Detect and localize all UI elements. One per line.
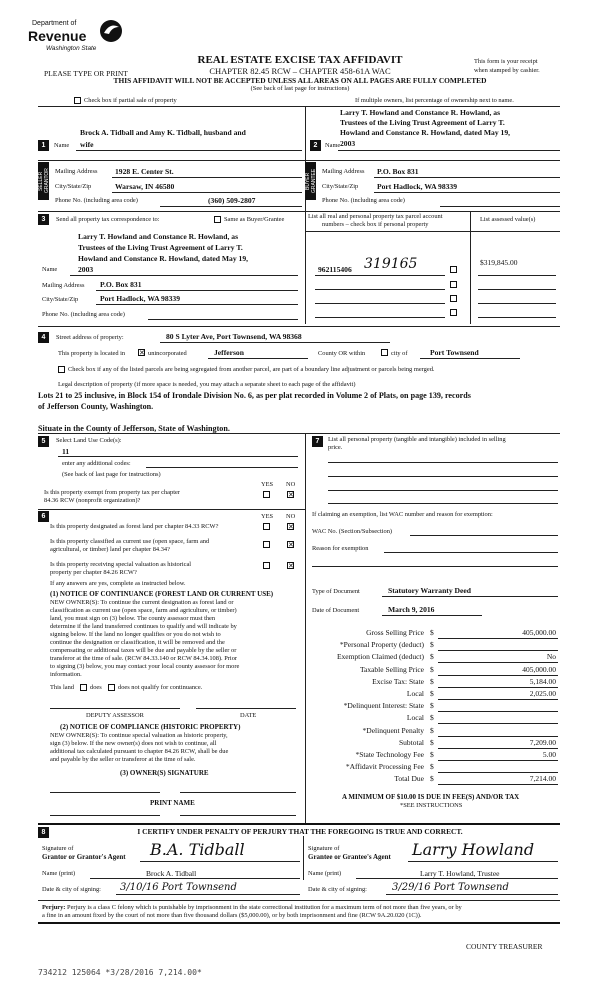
forest-yes-checkbox[interactable] [263,523,270,530]
parcel-3-checkbox[interactable] [450,295,457,302]
grantee-sig-of: Signature of [308,845,340,852]
notice2-title: (2) NOTICE OF COMPLIANCE (HISTORIC PROPERTY) [60,723,241,731]
doc-date-label: Date of Document [312,607,360,614]
perjury-text [42,904,562,912]
parcel-header-2: numbers – check box if personal property [322,221,429,228]
land-use-see-back: (See back of last page for instructions) [62,471,161,478]
corr-mailing-label: Mailing Address [42,282,85,289]
notice1-l9: to signing (3) below, you may contact your local county assessor for more [50,663,240,670]
legal-line2: of Jefferson County, Washington. [38,402,154,411]
receipt-note-1: This form is your receipt [474,58,538,65]
corr-name-line4: 2003 [78,265,94,274]
fee-label: *Delinquent Penalty [362,726,424,735]
buyer-mailing-label: Mailing Address [322,168,365,175]
section-7-marker: 7 [312,436,323,447]
notice1-l7: compensating or additional taxes will be due and payable by the seller or [50,647,237,654]
fee-label: Gross Selling Price [366,628,424,637]
perjury-text-2: a fine in an amount fixed by the court of not more than five thousand dollars ($5,000.00), or by both imprisonment and fine (RCW 9A.20.020 (1C)). [42,912,422,919]
land-use-yes: YES [261,481,274,488]
grantor-signature[interactable]: B.A. Tidball [150,840,245,859]
grantee-signature[interactable]: Larry Howland [412,840,535,859]
notice1-l3: land, you must sign on (3) below. The county assessor must then [50,615,216,622]
please-type: PLEASE TYPE OR PRINT [44,69,128,78]
current-use-no-checkbox[interactable]: ✕ [288,541,294,549]
reason-label: Reason for exemption [312,545,369,552]
does-not-checkbox[interactable] [108,684,115,691]
perjury-text-1: Perjury is a class C felony which is punishable by imprisonment in the state correctional institution for a maximum term of not more than five years, or by [65,904,462,911]
fee-currency: $ [430,762,434,771]
notice2-l1: NEW OWNER(S): To continue special valuation as historic property, [50,732,228,739]
notice2-l3: additional tax calculated pursuant to chapter 84.26 RCW, shall be due [50,748,229,755]
grantor-date-label: Date & city of signing: [42,886,101,893]
notice1-l2: classification as current use (open space, farm and agriculture, or timber) [50,607,237,614]
section-2-marker: 2 [310,140,321,151]
county-treasurer: COUNTY TREASURER [466,942,543,951]
section-4-marker: 4 [38,332,49,343]
fee-row [312,750,560,761]
minimum-note: A MINIMUM OF $10.00 IS DUE IN FEE(S) AND/OR TAX [342,793,520,801]
county-value[interactable]: Jefferson [214,348,244,357]
segregation-checkbox[interactable] [58,366,65,373]
logo-dept: Department of [32,20,77,27]
parcel-header-1: List all real and personal property tax parcel account [308,213,443,220]
fee-value[interactable]: No [546,652,556,661]
parcel-1-checkbox[interactable] [450,266,457,273]
fee-label: Subtotal [398,738,424,747]
buyer-name-line3: Howland and Constance R. Howland, dated May 19, [340,128,511,137]
fee-row [312,665,560,676]
parcel-2-checkbox[interactable] [450,281,457,288]
parcel-number[interactable]: 962115406 [318,265,352,274]
assessed-header: List assessed value(s) [480,216,536,223]
exempt-q2: 84.36 RCW (nonprofit organization)? [44,497,141,504]
corr-name-line3: Howland and Constance R. Howland, dated May 19, [78,254,249,263]
legal-label: Legal description of property (if more space is needed, you may attach a separate sheet to each page of the affidavit) [58,381,356,388]
deputy-label: DEPUTY ASSESSOR [86,712,144,719]
grantor-agent-label: Grantor or Grantor's Agent [42,853,126,861]
fee-row [312,689,560,700]
seller-phone[interactable]: (360) 509-2807 [208,196,256,205]
s6-yes: YES [261,513,274,520]
fee-currency: $ [430,652,434,661]
form-title: REAL ESTATE EXCISE TAX AFFIDAVIT [197,54,403,66]
buyer-city-label: City/State/Zip [322,183,359,190]
s6-q1: Is this property designated as forest land per chapter 84.33 RCW? [50,523,219,530]
corr-mailing[interactable]: P.O. Box 831 [100,280,142,289]
county-or-label: County OR within [318,350,366,357]
fee-currency: $ [430,701,434,710]
street-label: Street address of property: [56,334,124,341]
notice2-l2: sign (3) below. If the new owner(s) does not wish to continue, all [50,740,217,747]
dor-logo [28,16,128,56]
fee-currency: $ [430,689,434,698]
receipt-note-2: when stamped by cashier. [474,67,540,74]
doc-type-label: Type of Document [312,588,360,595]
fee-currency: $ [430,713,434,722]
fee-label: *Personal Property (deduct) [339,640,424,649]
does-checkbox[interactable] [80,684,87,691]
if-yes: If any answers are yes, complete as instructed below. [50,580,186,587]
land-use-no: NO [286,481,296,488]
same-as-buyer-checkbox[interactable] [214,216,221,223]
grantee-agent-label: Grantee or Grantee's Agent [308,853,391,861]
grantor-date[interactable]: 3/10/16 Port Townsend [120,882,237,893]
fee-currency: $ [430,665,434,674]
fee-row [312,652,560,663]
doc-type[interactable]: Statutory Warranty Deed [388,586,471,595]
notice2-l4: and payable by the seller or transferor at the time of sale. [50,756,196,763]
see-instructions: *SEE INSTRUCTIONS [400,802,463,809]
exempt-q1: Is this property exempt from property tax per chapter [44,489,180,496]
logo-revenue: Revenue [28,28,87,44]
exempt-no-checkbox[interactable]: ✕ [288,491,294,499]
fee-row [312,701,560,712]
fee-currency: $ [430,774,434,783]
street-address[interactable]: 80 S Lyter Ave, Port Townsend, WA 98368 [166,332,302,341]
does-not-label: does not qualify for continuance. [118,684,203,691]
multiple-owners: If multiple owners, list percentage of ownership next to name. [355,97,514,104]
fee-currency: $ [430,726,434,735]
notice1-l4: determine if the land transferred continues to qualify and will indicate by [50,623,237,630]
seller-mailing-label: Mailing Address [55,168,98,175]
seller-name-line1: Brock A. Tidball and Amy K. Tidball, husband and [80,128,246,137]
fee-currency: $ [430,640,434,649]
fee-row [312,640,560,651]
grantee-date[interactable]: 3/29/16 Port Townsend [392,882,509,893]
unincorporated-checkbox[interactable]: ✕ [139,349,145,357]
buyer-name-label: Name [325,142,341,149]
assessed-value[interactable]: $319,845.00 [480,258,518,267]
fee-label: Exemption Claimed (deduct) [336,652,424,661]
doc-date[interactable]: March 9, 2016 [388,605,435,614]
notice1-l1: NEW OWNER(S): To continue the current designation as forest land or [50,599,234,606]
buyer-side-label: BUYER GRANTEE [305,162,316,200]
city-of-label: city of [391,350,408,357]
section-6-marker: 6 [38,511,49,522]
buyer-mailing[interactable]: P.O. Box 831 [377,167,419,176]
seller-name-label: Name [54,142,70,149]
corr-phone-label: Phone No. (including area code) [42,311,125,318]
fee-currency: $ [430,677,434,686]
fee-row [312,762,560,773]
notice1-title: (1) NOTICE OF CONTINUANCE (FOREST LAND OR CURRENT USE) [50,590,274,598]
buyer-name-line1: Larry T. Howland and Constance R. Howland, as [340,108,501,117]
receipt-stamp: 734212 125064 *3/28/2016 7,214.00* [38,968,202,977]
located-label: This property is located in [58,350,126,357]
fee-row [312,774,560,785]
fee-label: Local [406,713,424,722]
fee-value[interactable]: 405,000.00 [522,665,556,674]
corr-label: Send all property tax correspondence to: [56,216,160,223]
fee-label: Total Due [394,774,424,783]
fee-currency: $ [430,750,434,759]
s6-q3b: property per chapter 84.26 RCW? [50,569,137,576]
parcel-handwritten: 319165 [364,256,418,272]
segregation-label: Check box if any of the listed parcels are being segregated from another parcel, are part of a boundary line adjustment or parcels being merged. [68,366,435,373]
warning: THIS AFFIDAVIT WILL NOT BE ACCEPTED UNLESS ALL AREAS ON ALL PAGES ARE FULLY COMPLETED [113,76,487,85]
s6-q2b: agricultural, or timber) land per chapter 84.34? [50,546,170,553]
corr-name-label: Name [42,266,58,273]
grantor-name[interactable]: Brock A. Tidball [146,869,197,878]
section-5-marker: 5 [38,436,49,447]
fee-value[interactable]: 7,209.00 [529,738,556,747]
historic-no-checkbox[interactable]: ✕ [288,562,294,570]
notice1-l6: continue the designation or classification, it will be removed and the [50,639,225,646]
date-label: DATE [240,712,257,719]
legal-line1: Lots 21 to 25 inclusive, in Block 154 of Irondale Division No. 6, as per plat recorded in Volume 2 of Plats, on page 139, records [38,391,471,400]
does-label: does [90,684,102,691]
additional-codes: enter any additional codes: [62,460,131,467]
logo-mark-icon [98,18,124,44]
fee-label: *Delinquent Interest: State [343,701,424,710]
fee-currency: $ [430,628,434,637]
grantee-name-label: Name (print) [308,870,342,877]
partial-sale-checkbox[interactable] [74,97,81,104]
s6-no: NO [286,513,296,520]
fee-value[interactable]: 2,025.00 [529,689,556,698]
s7-label-1: List all personal property (tangible and intangible) included in selling [328,436,506,443]
fee-label: *Affidavit Processing Fee [345,762,424,771]
seller-city-label: City/State/Zip [55,183,92,190]
corr-city[interactable]: Port Hadlock, WA 98339 [100,294,181,303]
seller-side-label: SELLER GRANTOR [38,162,49,200]
corr-name-line1: Larry T. Howland and Constance R. Howland, as [78,232,239,241]
fee-row [312,713,560,724]
s7-label-2: price. [328,444,343,451]
fee-row [312,677,560,688]
seller-mailing[interactable]: 1928 E. Center St. [115,167,174,176]
buyer-name-line4: 2003 [340,139,356,148]
seller-city[interactable]: Warsaw, IN 46580 [115,182,175,191]
fee-label: Excise Tax: State [372,677,424,686]
notice1-l8: transferor at the time of sale. (RCW 84.33.140 or RCW 84.34.108). Prior [50,655,238,662]
owner-sig-label: (3) OWNER(S) SIGNATURE [120,769,209,777]
wac-no-label: WAC No. (Section/Subsection) [312,528,393,535]
city-checkbox[interactable] [381,349,388,356]
grantee-name[interactable]: Larry T. Howland, Trustee [420,869,500,878]
land-does-label: This land [50,684,74,691]
partial-sale-label: Check box if partial sale of property [84,97,177,104]
historic-yes-checkbox[interactable] [263,562,270,569]
parcel-4-checkbox[interactable] [450,309,457,316]
notice1-l10: information. [50,671,82,678]
fee-row [312,628,560,639]
seller-phone-label: Phone No. (including area code) [55,197,138,204]
fee-row [312,738,560,749]
fee-label: Local [406,689,424,698]
certify: I CERTIFY UNDER PENALTY OF PERJURY THAT THE FOREGOING IS TRUE AND CORRECT. [137,827,463,836]
buyer-name-line2: Trustees of the Living Trust Agreement of Larry T. [340,118,505,127]
buyer-phone-label: Phone No. (including area code) [322,197,405,204]
forest-no-checkbox[interactable]: ✕ [288,523,294,531]
fee-currency: $ [430,738,434,747]
section-3-marker: 3 [38,214,49,225]
fee-value[interactable]: 7,214.00 [529,774,556,783]
fee-value[interactable]: 5,184.00 [529,677,556,686]
corr-name-line2: Trustees of the Living Trust Agreement of Larry T. [78,243,243,252]
section-8-marker: 8 [38,827,49,838]
s6-q3a: Is this property receiving special valuation as historical [50,561,192,568]
corr-city-label: City/State/Zip [42,296,79,303]
current-use-yes-checkbox[interactable] [263,541,270,548]
s6-q2a: Is this property classified as current use (open space, farm and [50,538,210,545]
logo-state: Washington State [46,45,97,52]
wac-claim: If claiming an exemption, list WAC number and reason for exemption: [312,511,493,518]
grantor-name-label: Name (print) [42,870,76,877]
fee-value[interactable]: 5.00 [542,750,556,759]
city-value[interactable]: Port Townsend [430,348,479,357]
fee-label: *State Technology Fee [355,750,424,759]
fee-row [312,726,560,737]
exempt-yes-checkbox[interactable] [263,491,270,498]
same-as-buyer-label: Same as Buyer/Grantee [224,216,285,223]
notice1-l5: signing below. If the land no longer qualifies or you do not wish to [50,631,221,638]
fee-label: Taxable Selling Price [359,665,424,674]
unincorporated-label: unincorporated [148,350,187,357]
perjury-label: Perjury: [42,904,66,911]
fee-value[interactable]: 405,000.00 [522,628,556,637]
legal-line3: Situate in the County of Jefferson, State of Washington. [38,424,230,433]
seller-name-line2: wife [80,140,94,149]
grantee-date-label: Date & city of signing: [308,886,367,893]
land-use-code[interactable]: 11 [62,447,70,456]
grantor-sig-of: Signature of [42,845,74,852]
buyer-city[interactable]: Port Hadlock, WA 98339 [377,182,458,191]
see-back: (See back of last page for instructions) [250,85,350,92]
section-1-marker: 1 [38,140,49,151]
statute: CHAPTER 82.45 RCW – CHAPTER 458-61A WAC [209,66,391,76]
land-use-label: Select Land Use Code(s): [56,437,122,444]
print-name-label: PRINT NAME [150,799,195,807]
